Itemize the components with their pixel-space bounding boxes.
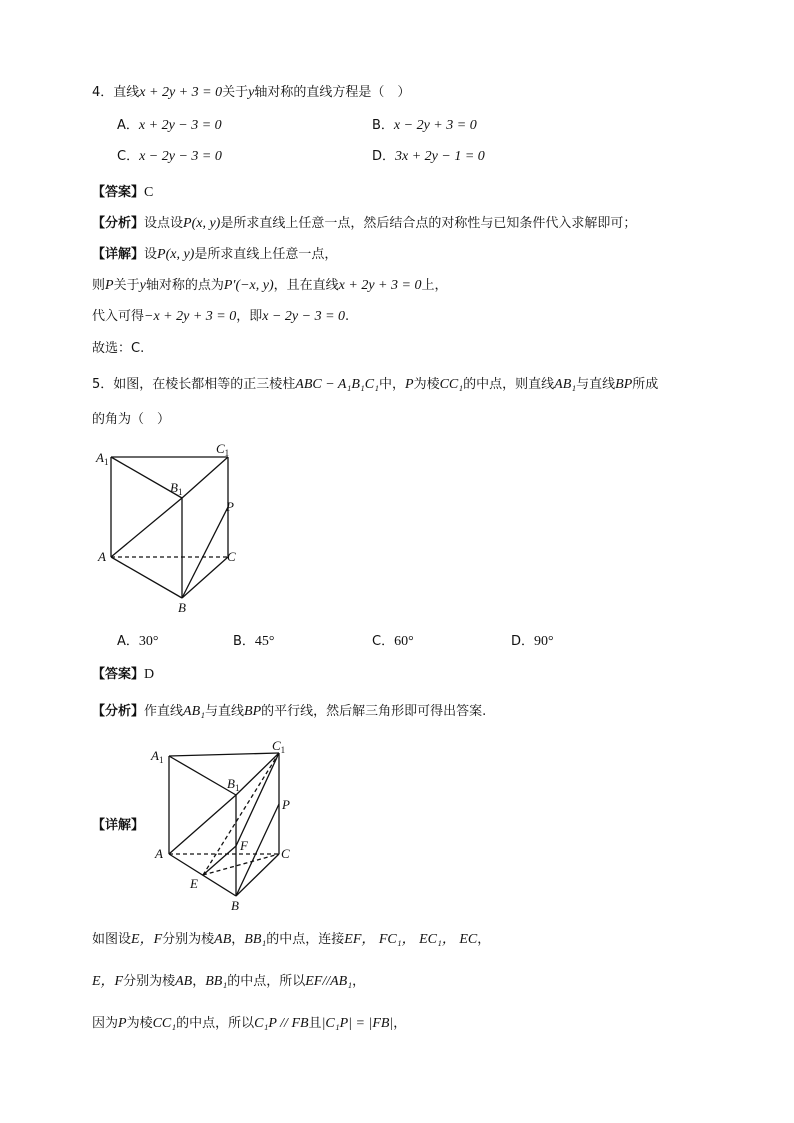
q4-answer: 【答案】C (92, 185, 154, 200)
q5-analysis: 【分析】作直线AB₁与直线BP的平行线，然后解三角形即可得出答案. (92, 704, 487, 719)
q4-detail-line2: 代入可得−x + 2y + 3 = 0，即x − 2y − 3 = 0. (92, 309, 350, 324)
edge-b1c1 (236, 753, 279, 795)
prism-figure (92, 440, 252, 620)
q4-option-c: C．x − 2y − 3 = 0 (117, 149, 222, 164)
q5-detail-line2: E，F分别为棱AB，BB₁的中点，所以EF//AB₁， (92, 974, 366, 989)
label-b1: $B_1$ (170, 480, 183, 497)
segment-ab1 (169, 795, 236, 854)
q5-option-c: C．60° (372, 634, 414, 649)
label-a1: $A_1$ (151, 748, 164, 765)
label-b: B (231, 898, 239, 913)
label-p: P (282, 797, 290, 812)
label-b1: $B_1$ (227, 776, 240, 793)
q5-detail-line3: 因为P为棱CC₁的中点，所以C₁P // FB且|C₁P| = |FB|， (92, 1016, 407, 1031)
edge-bc (182, 557, 228, 598)
q5-option-a: A．30° (117, 634, 159, 649)
label-c1: $C_1$ (216, 441, 230, 458)
segment-bp (182, 507, 228, 598)
q5-detail-tag: 【详解】 (92, 818, 145, 833)
label-c: C (227, 549, 236, 564)
q4-analysis: 【分析】设点设P(x, y)是所求直线上任意一点，然后结合点的对称性与已知条件代入求解即可； (92, 216, 637, 231)
label-a: A (155, 846, 163, 861)
q5-option-d: D．90° (511, 634, 554, 649)
edge-a1b1 (169, 756, 236, 795)
q4-option-d: D．3x + 2y − 1 = 0 (372, 149, 485, 164)
label-p: P (226, 499, 234, 514)
q4-option-a: A．x + 2y − 3 = 0 (117, 118, 222, 133)
q5-stem-cont: 的角为（ ） (92, 412, 171, 427)
segment-ab1 (111, 498, 182, 557)
edge-ab (111, 557, 182, 598)
q4-detail: 【详解】设P(x, y)是所求直线上任意一点， (92, 247, 338, 262)
label-f: F (240, 838, 248, 853)
edge-b1c1 (182, 457, 228, 498)
label-b: B (178, 600, 186, 615)
q5-stem: 5．如图，在棱长都相等的正三棱柱ABC − A₁B₁C₁中，P为棱CC₁的中点，则直线AB₁与直线BP所成 (92, 377, 659, 392)
q4-stem: 4．直线x + 2y + 3 = 0关于y轴对称的直线方程是（ ） (92, 85, 411, 100)
label-c: C (281, 846, 290, 861)
prism-construction-figure (148, 736, 308, 916)
label-c1: $C_1$ (272, 738, 286, 755)
edge-ab (169, 854, 236, 896)
q5-answer: 【答案】D (92, 667, 155, 682)
q5-detail-line1: 如图设E，F分别为棱AB，BB₁的中点，连接EF， FC₁， EC₁， EC， (92, 932, 491, 947)
q4-conclusion: 故选：C. (92, 341, 145, 356)
label-a1: $A_1$ (96, 450, 109, 467)
q5-option-b: B．45° (233, 634, 275, 649)
q4-option-b: B．x − 2y + 3 = 0 (372, 118, 477, 133)
label-e: E (190, 876, 198, 891)
edge-a1c1 (169, 753, 279, 756)
q4-detail-line1: 则P关于y轴对称的点为P′(−x, y)，且在直线x + 2y + 3 = 0上， (92, 278, 448, 293)
segment-fc1 (236, 753, 279, 846)
label-a: A (98, 549, 106, 564)
